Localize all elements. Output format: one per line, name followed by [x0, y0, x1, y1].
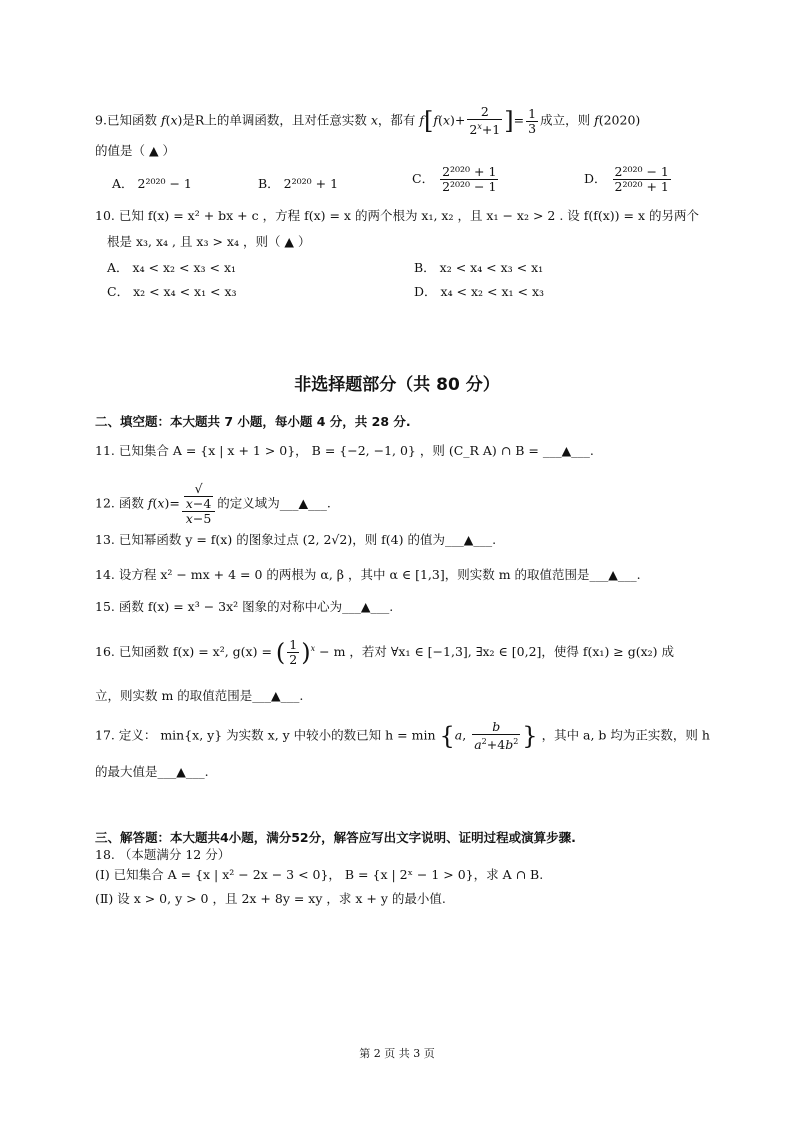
q9-option-c: C． $\frac{\text{2²⁰²⁰ + 1}}{\text{2²⁰²⁰ − 1}}$: [412, 164, 497, 194]
q18-part2: (Ⅱ) 设 x > 0, y > 0 ，且 2x + 8y = xy ，求 x + y 的最小值.: [95, 891, 446, 906]
q15: 15. 函数 f(x) = x³ − 3x² 图象的对称中心为___▲___.: [95, 599, 394, 614]
section-fill-in-heading: 二、填空题：本大题共 7 小题，每小题 4 分，共 28 分.: [95, 414, 411, 429]
q16-tail: 立，则实数 m 的取值范围是___▲___.: [95, 688, 304, 703]
page-footer: 第 2 页 共 3 页: [359, 1047, 435, 1060]
q9-option-b: B． 2²⁰²⁰ + 1: [258, 176, 339, 191]
section-answer-heading: 三、解答题：本大题共4小题，满分52分，解答应写出文字说明、证明过程或演算步骤.: [95, 830, 576, 845]
q10-option-b: B． x₂ < x₄ < x₃ < x₁: [414, 260, 544, 275]
q11: 11. 已知集合 A = {x | x + 1 > 0}， B = {−2, −1, 0} ，则 (C_R A) ∩ B = ___▲___.: [95, 443, 594, 458]
q14: 14. 设方程 x² − mx + 4 = 0 的两根为 α, β ，其中 α ∈ [1,3]，则实数 m 的取值范围是___▲___.: [95, 567, 641, 582]
q10-option-a: A． x₄ < x₂ < x₃ < x₁: [107, 260, 237, 275]
q12: 12. 函数 f(x)= √ x−4 x−5 的定义域为___▲___.: [95, 481, 331, 526]
q10-line1: 10. 已知 f(x) = x² + bx + c ，方程 f(x) = x 的两个根为 x₁, x₂ ，且 x₁ − x₂ > 2 . 设 f(f(x)) = x 的另两个: [95, 208, 699, 223]
q18-head: 18. （本题满分 12 分）: [95, 847, 231, 862]
part-title: 非选择题部分（共 80 分）: [294, 375, 500, 395]
q10-line2: 根是 x₃, x₄ , 且 x₃ > x₄ ，则（ ▲ ）: [107, 234, 311, 249]
q17-tail: 的最大值是___▲___.: [95, 764, 209, 779]
q10-option-c: C． x₂ < x₄ < x₁ < x₃: [107, 284, 237, 299]
q9-option-a: A． 2²⁰²⁰ − 1: [112, 176, 192, 191]
q16: 16. 已知函数 f(x) = x², g(x) = ( $\frac{1}{2}$ )$^x$ − m ，若对 ∀x₁ ∈ [−1,3], ∃x₂ ∈ [0,2]，使得 f(x₁) ≥ g(x₂) 成: [95, 637, 675, 667]
q10-option-d: D． x₄ < x₂ < x₁ < x₃: [414, 284, 545, 299]
q18-part1: (Ⅰ) 已知集合 A = {x | x² − 2x − 3 < 0}， B = {x | 2ˣ − 1 > 0}，求 A ∩ B.: [95, 867, 544, 882]
q17: 17. 定义： min{x, y} 为实数 x, y 中较小的数已知 h = min {a, $\frac{b}{a^2+4b^2}$ } ，其中 a, b 均为正实数，则 h: [95, 719, 710, 753]
q9-stem: 9.已知函数 f(x)是R上的单调函数，且对任意实数 x，都有 f[f(x)+ $\frac{2}{2^x+1}$ ]= $\frac{1}{3}$ 成立，则 f(2020): [95, 104, 641, 138]
q9-option-d: D． $\frac{\text{2²⁰²⁰ − 1}}{\text{2²⁰²⁰ + 1}}$: [584, 164, 669, 194]
q9-stem-tail: 的值是（ ▲ ）: [95, 143, 176, 158]
q13: 13. 已知幂函数 y = f(x) 的图象过点 (2, 2√2)，则 f(4) 的值为___▲___.: [95, 532, 497, 547]
